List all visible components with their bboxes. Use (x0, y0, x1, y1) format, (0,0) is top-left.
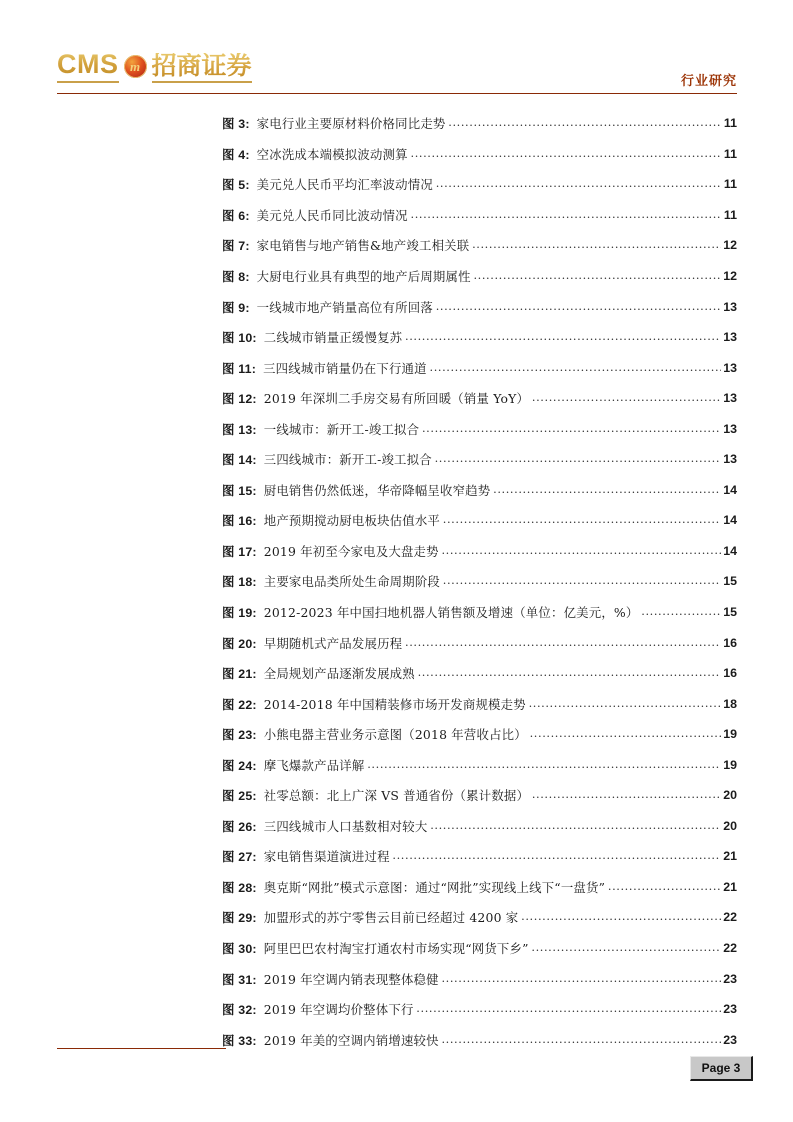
toc-entry-title: 2019 年空调均价整体下行 (263, 1002, 414, 1018)
logo-emblem-icon (124, 55, 147, 78)
toc-entry-number: 图 9: (222, 300, 250, 315)
toc-entry[interactable] (0, 1024, 793, 1055)
toc-entry-number: 图 16: (222, 514, 257, 529)
toc-entry-page-number: 14 (723, 482, 737, 497)
toc-entry-page-number: 13 (723, 391, 737, 406)
logo-cms-text: CMS (57, 51, 119, 83)
toc-leader-dots (443, 575, 721, 587)
toc-entry-title: 2014-2018 年中国精装修市场开发商规模走势 (263, 696, 526, 712)
toc-leader-dots (443, 514, 721, 526)
toc-entry[interactable] (0, 413, 793, 444)
footer-divider-rule (57, 1048, 226, 1049)
toc-entry-number: 图 22: (222, 697, 257, 712)
toc-entry-number: 图 26: (222, 819, 257, 834)
toc-entry[interactable] (0, 811, 793, 842)
toc-leader-dots (417, 1003, 722, 1015)
toc-entry-number: 图 5: (222, 178, 250, 193)
toc-entry-page-number: 23 (723, 1032, 737, 1047)
toc-entry-number: 图 23: (222, 728, 257, 743)
logo-chinese-text: 招商证券 (152, 53, 252, 83)
toc-entry[interactable] (0, 627, 793, 658)
toc-entry[interactable] (0, 139, 793, 170)
toc-entry[interactable] (0, 352, 793, 383)
toc-leader-dots (532, 789, 721, 801)
toc-entry-title: 2019 年深圳二手房交易有所回暖（销量 YoY） (263, 391, 530, 407)
toc-entry-number: 图 11: (222, 361, 257, 376)
toc-entry-title: 三四线城市：新开工-竣工拟合 (263, 452, 432, 468)
toc-leader-dots (405, 637, 721, 649)
toc-entry-title: 家电销售渠道演进过程 (263, 849, 390, 865)
toc-entry[interactable] (0, 688, 793, 719)
toc-entry-number: 图 6: (222, 208, 250, 223)
toc-leader-dots (436, 301, 721, 313)
toc-entry[interactable] (0, 383, 793, 414)
toc-entry-number: 图 17: (222, 544, 257, 559)
toc-entry-number: 图 8: (222, 270, 250, 284)
toc-leader-dots (521, 911, 721, 923)
toc-entry-title: 主要家电品类所处生命周期阶段 (263, 574, 441, 590)
toc-entry-number: 图 28: (222, 880, 257, 895)
toc-entry[interactable] (0, 841, 793, 872)
toc-entry[interactable] (0, 994, 793, 1025)
toc-entry-page-number: 20 (723, 818, 737, 833)
toc-entry-page-number: 19 (723, 757, 737, 772)
toc-entry-number: 图 31: (222, 972, 257, 987)
toc-entry-number: 图 27: (222, 850, 257, 865)
toc-entry[interactable] (0, 261, 793, 292)
toc-entry-page-number: 14 (723, 543, 737, 558)
toc-leader-dots (493, 484, 721, 496)
toc-entry[interactable] (0, 169, 793, 200)
toc-entry-number: 图 30: (222, 942, 257, 957)
toc-entry-number: 图 32: (222, 1003, 257, 1018)
toc-entry-title: 阿里巴巴农村淘宝打通农村市场实现“网货下乡” (263, 941, 529, 957)
toc-entry-number: 图 12: (222, 392, 257, 407)
page-number-badge: Page 3 (690, 1056, 753, 1081)
toc-leader-dots (529, 698, 721, 710)
toc-entry-page-number: 13 (723, 330, 737, 345)
toc-entry-title: 地产预期搅动厨电板块估值水平 (263, 513, 441, 529)
toc-entry-page-number: 20 (723, 788, 737, 803)
toc-entry-page-number: 11 (723, 116, 737, 131)
toc-entry-page-number: 12 (723, 238, 737, 253)
toc-entry-title: 家电销售与地产销售&地产竣工相关联 (256, 238, 470, 254)
toc-entry[interactable] (0, 200, 793, 231)
toc-entry[interactable] (0, 658, 793, 689)
toc-entry[interactable] (0, 780, 793, 811)
toc-entry-number: 图 4: (222, 147, 250, 162)
toc-entry[interactable] (0, 749, 793, 780)
toc-entry-page-number: 15 (723, 605, 737, 620)
toc-leader-dots (422, 423, 721, 435)
toc-entry[interactable] (0, 963, 793, 994)
toc-entry[interactable] (0, 108, 793, 139)
toc-entry[interactable] (0, 933, 793, 964)
toc-entry-number: 图 24: (222, 758, 257, 773)
toc-entry-page-number: 23 (723, 971, 737, 986)
toc-entry[interactable] (0, 475, 793, 506)
toc-entry-number: 图 7: (222, 239, 250, 254)
toc-entry-number: 图 25: (222, 789, 257, 804)
toc-leader-dots (442, 545, 721, 557)
toc-entry-title: 全局规划产品逐渐发展成熟 (263, 666, 415, 682)
toc-entry-title: 二线城市销量正缓慢复苏 (263, 330, 403, 346)
toc-entry-page-number: 14 (723, 513, 737, 528)
toc-leader-dots (367, 759, 721, 771)
toc-entry-page-number: 21 (723, 849, 737, 864)
toc-entry-page-number: 13 (723, 452, 737, 467)
toc-leader-dots (532, 942, 722, 954)
toc-entry-title: 2019 年美的空调内销增速较快 (263, 1032, 439, 1048)
toc-entry-page-number: 22 (723, 910, 737, 925)
toc-leader-dots (449, 117, 722, 129)
toc-leader-dots (430, 362, 721, 374)
toc-entry-title: 家电行业主要原材料价格同比走势 (256, 116, 446, 132)
toc-leader-dots (405, 331, 721, 343)
toc-entry[interactable] (0, 902, 793, 933)
page-header (0, 0, 793, 96)
toc-entry-page-number: 11 (723, 177, 737, 192)
toc-entry-title: 2019 年空调内销表现整体稳健 (263, 971, 439, 987)
toc-entry-number: 图 21: (222, 667, 257, 682)
toc-entry-number: 图 14: (222, 453, 257, 468)
toc-entry-page-number: 13 (723, 421, 737, 436)
toc-entry-page-number: 23 (723, 1002, 737, 1017)
toc-entry[interactable] (0, 536, 793, 567)
toc-entry[interactable] (0, 566, 793, 597)
toc-leader-dots (608, 881, 721, 893)
toc-entry-title: 加盟形式的苏宁零售云目前已经超过 4200 家 (263, 910, 519, 926)
toc-leader-dots (436, 178, 722, 190)
toc-entry-title: 一线城市地产销量高位有所回落 (256, 299, 433, 315)
toc-entry-page-number: 12 (723, 269, 737, 283)
toc-leader-dots (393, 850, 722, 862)
toc-entry-page-number: 15 (723, 574, 737, 589)
toc-entry-page-number: 16 (723, 635, 737, 650)
toc-entry-number: 图 20: (222, 636, 257, 651)
toc-leader-dots (430, 820, 721, 832)
toc-entry-page-number: 13 (723, 299, 737, 314)
toc-leader-dots (442, 973, 721, 985)
toc-entry[interactable] (0, 230, 793, 261)
toc-entry-title: 小熊电器主营业务示意图（2018 年营收占比） (263, 727, 527, 743)
toc-entry[interactable] (0, 719, 793, 750)
toc-entry[interactable] (0, 505, 793, 536)
toc-entry-number: 图 18: (222, 575, 257, 590)
toc-entry-title: 三四线城市人口基数相对较大 (263, 818, 428, 834)
toc-entry[interactable] (0, 291, 793, 322)
toc-entry[interactable] (0, 872, 793, 903)
toc-leader-dots (472, 239, 721, 251)
table-of-contents (0, 108, 793, 1055)
toc-entry-title: 奥克斯“网批”模式示意图：通过“网批”实现线上线下“一盘货” (263, 879, 606, 895)
toc-entry-title: 空冰洗成本端模拟波动测算 (256, 146, 408, 162)
brand-logo (57, 49, 252, 83)
toc-entry-title: 早期随机式产品发展历程 (263, 635, 403, 651)
toc-leader-dots (474, 270, 722, 282)
toc-entry-page-number: 21 (723, 879, 737, 894)
toc-entry-page-number: 13 (723, 360, 737, 375)
toc-leader-dots (411, 209, 722, 221)
toc-entry-title: 一线城市：新开工-竣工拟合 (263, 421, 420, 437)
toc-entry-number: 图 10: (222, 331, 257, 346)
toc-entry-title: 大厨电行业具有典型的地产后周期属性 (256, 269, 471, 284)
toc-entry-page-number: 11 (723, 146, 737, 161)
toc-entry-page-number: 18 (723, 696, 737, 711)
toc-entry-number: 图 3: (222, 117, 250, 132)
toc-entry-number: 图 15: (222, 483, 257, 498)
toc-leader-dots (530, 728, 721, 740)
toc-entry-title: 三四线城市销量仍在下行通道 (263, 360, 427, 376)
toc-entry-title: 厨电销售仍然低迷，华帝降幅呈收窄趋势 (263, 482, 491, 498)
toc-leader-dots (418, 667, 721, 679)
toc-entry-title: 2019 年初至今家电及大盘走势 (263, 543, 439, 559)
header-section-label: 行业研究 (680, 74, 737, 89)
toc-entry-page-number: 16 (723, 666, 737, 681)
toc-entry-title: 美元兑人民币平均汇率波动情况 (256, 177, 433, 193)
toc-leader-dots (442, 1034, 721, 1046)
toc-entry-page-number: 22 (723, 941, 737, 956)
toc-entry[interactable] (0, 322, 793, 353)
toc-entry-number: 图 19: (222, 606, 257, 621)
toc-leader-dots (642, 606, 722, 618)
toc-entry-title: 2012-2023 年中国扫地机器人销售额及增速（单位：亿美元，%） (263, 605, 639, 621)
toc-entry[interactable] (0, 597, 793, 628)
toc-entry-title: 摩飞爆款产品详解 (263, 757, 365, 773)
toc-leader-dots (532, 392, 721, 404)
toc-entry-title: 社零总额：北上广深 VS 普通省份（累计数据） (263, 788, 530, 804)
toc-entry-page-number: 19 (723, 727, 737, 742)
toc-entry[interactable] (0, 444, 793, 475)
toc-entry-number: 图 13: (222, 422, 257, 437)
toc-leader-dots (411, 148, 722, 160)
toc-entry-page-number: 11 (723, 207, 737, 222)
header-divider-rule (57, 93, 737, 94)
toc-entry-number: 图 33: (222, 1033, 257, 1048)
toc-entry-number: 图 29: (222, 911, 257, 926)
toc-leader-dots (435, 453, 721, 465)
toc-entry-title: 美元兑人民币同比波动情况 (256, 207, 408, 223)
logo-emblem-glyph: m (129, 59, 141, 74)
